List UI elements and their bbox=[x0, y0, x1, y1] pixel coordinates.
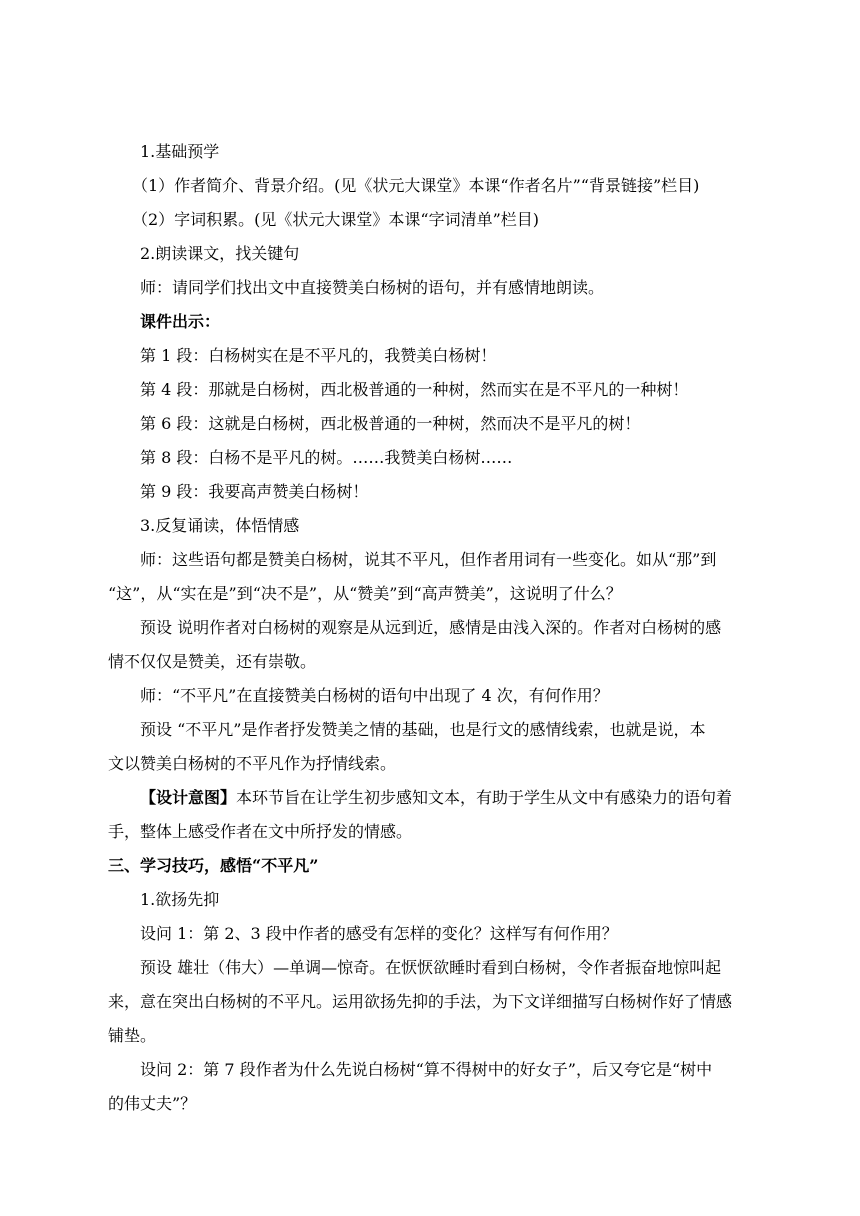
design-intent-line1 bbox=[108, 781, 784, 815]
prestudy-item-vocabulary: （2）字词积累。(见《状元大课堂》本课“字词清单”栏目) bbox=[132, 210, 540, 229]
question-2-line2: 的伟丈夫”？ bbox=[108, 1094, 197, 1113]
question-1-preset-line3: 铺垫。 bbox=[108, 1026, 157, 1045]
design-intent-label: 【设计意图】 bbox=[140, 788, 237, 807]
teacher-question-word-change-line1: 师：这些语句都是赞美白杨树，说其不平凡，但作者用词有一些变化。如从“那”到 bbox=[140, 550, 717, 569]
quote-paragraph-4: 第 4 段：那就是白杨树，西北极普通的一种树，然而实在是不平凡的一种树！ bbox=[140, 380, 689, 399]
quote-paragraph-9: 第 9 段：我要高声赞美白杨树！ bbox=[140, 482, 369, 501]
preset-answer-1-line2: 情不仅仅是赞美，还有崇敬。 bbox=[108, 652, 317, 671]
question-1-preset-line2: 来，意在突出白杨树的不平凡。运用欲扬先抑的手法，为下文详细描写白杨树作好了情感 bbox=[108, 992, 733, 1011]
teacher-question-extraordinary: 师：“不平凡”在直接赞美白杨树的语句中出现了 4 次，有何作用？ bbox=[140, 686, 609, 705]
document-body bbox=[108, 135, 784, 1121]
question-1: 设问 1：第 2、3 段中作者的感受有怎样的变化？这样写有何作用？ bbox=[140, 924, 618, 943]
section-heading-basic-prestudy: 1.基础预学 bbox=[140, 142, 220, 161]
quote-paragraph-6: 第 6 段：这就是白杨树，西北极普通的一种树，然而决不是平凡的树！ bbox=[140, 414, 641, 433]
courseware-label: 课件出示： bbox=[140, 312, 221, 331]
preset-answer-2-line1: 预设 “不平凡”是作者抒发赞美之情的基础，也是行文的感情线索，也就是说，本 bbox=[140, 720, 706, 739]
preset-answer-1-line1: 预设 说明作者对白杨树的观察是从远到近，感情是由浅入深的。作者对白杨树的感 bbox=[140, 618, 722, 637]
teacher-prompt-find-sentences: 师：请同学们找出文中直接赞美白杨树的语句，并有感情地朗读。 bbox=[140, 278, 605, 297]
section-heading-repeat-reading: 3.反复诵读，体悟情感 bbox=[140, 516, 300, 535]
prestudy-item-author-background: （1）作者简介、背景介绍。(见《状元大课堂》本课“作者名片”“背景链接”栏目) bbox=[132, 176, 700, 195]
question-1-preset-line1: 预设 雄壮（伟大）—单调—惊奇。在恹恹欲睡时看到白杨树，令作者振奋地惊叫起 bbox=[140, 958, 722, 977]
section-heading-read-aloud: 2.朗读课文，找关键句 bbox=[140, 244, 300, 263]
subheading-suppress-then-praise: 1.欲扬先抑 bbox=[140, 890, 220, 909]
part-three-heading: 三、学习技巧，感悟“不平凡” bbox=[108, 856, 319, 875]
design-intent-text: 本环节旨在让学生初步感知文本，有助于学生从文中有感染力的语句着 bbox=[236, 788, 733, 807]
preset-answer-2-line2: 文以赞美白杨树的不平凡作为抒情线索。 bbox=[108, 754, 397, 773]
quote-paragraph-1: 第 1 段：白杨树实在是不平凡的，我赞美白杨树！ bbox=[140, 346, 497, 365]
design-intent-line2: 手，整体上感受作者在文中所抒发的情感。 bbox=[108, 822, 413, 841]
question-2-line1: 设问 2：第 7 段作者为什么先说白杨树“算不得树中的好女子”，后又夸它是“树中 bbox=[140, 1060, 713, 1079]
quote-paragraph-8: 第 8 段：白杨不是平凡的树。……我赞美白杨树…… bbox=[140, 448, 513, 467]
teacher-question-word-change-line2: “这”，从“实在是”到“决不是”，从“赞美”到“高声赞美”，这说明了什么？ bbox=[108, 584, 622, 603]
